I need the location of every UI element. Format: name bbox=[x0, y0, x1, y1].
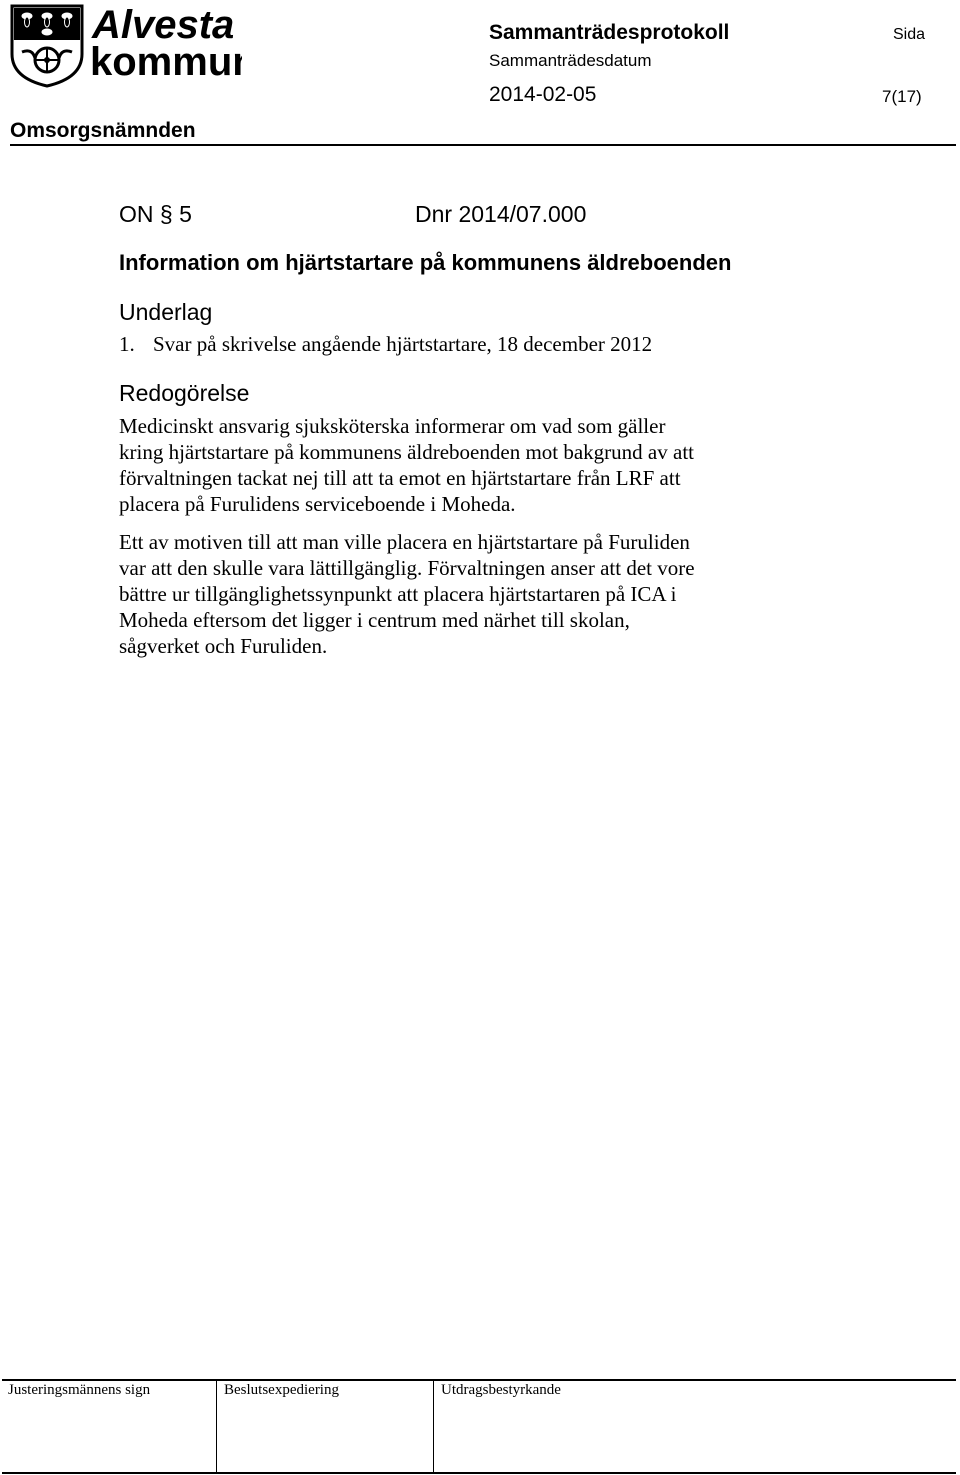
footer-divider-bottom bbox=[2, 1472, 956, 1474]
paragraph-line: Medicinskt ansvarig sjuksköterska informerar om vad som gäller bbox=[119, 414, 666, 438]
paragraph-line: bättre ur tillgänglighetssynpunkt att placera hjärtstartaren på ICA i bbox=[119, 582, 677, 606]
page-number: 7(17) bbox=[882, 87, 922, 106]
protocol-title: Sammanträdesprotokoll bbox=[489, 21, 730, 44]
item-title: Information om hjärtstartare på kommunens äldreboenden bbox=[119, 250, 732, 275]
footer-extract-label: Utdragsbestyrkande bbox=[441, 1382, 561, 1398]
paragraph-line: förvaltningen tackat nej till att ta emot en hjärtstartare från LRF att bbox=[119, 466, 681, 490]
footer-divider-top bbox=[2, 1379, 956, 1381]
footer-column-separator bbox=[433, 1380, 434, 1473]
footer-signature-label: Justeringsmännens sign bbox=[8, 1382, 151, 1398]
paragraph-line: sågverket och Furuliden. bbox=[119, 634, 328, 658]
page-label: Sida bbox=[893, 26, 926, 43]
footer-column-separator bbox=[216, 1380, 217, 1473]
meeting-date-label: Sammanträdesdatum bbox=[489, 51, 652, 70]
municipality-logo bbox=[10, 2, 242, 88]
basis-heading: Underlag bbox=[119, 299, 213, 325]
report-heading: Redogörelse bbox=[119, 380, 250, 406]
basis-item-number: 1. bbox=[119, 332, 135, 356]
paragraph-line: var att den skulle vara lättillgänglig. Förvaltningen anser att det vore bbox=[119, 556, 695, 580]
basis-list-item bbox=[119, 332, 652, 357]
committee-name: Omsorgsnämnden bbox=[10, 119, 196, 142]
footer-dispatch-label: Beslutsexpediering bbox=[224, 1382, 339, 1398]
paragraph-line: Moheda eftersom det ligger i centrum med närhet till skolan, bbox=[119, 608, 630, 632]
item-number: ON § 5 bbox=[119, 201, 192, 227]
header-divider bbox=[10, 144, 956, 146]
coat-of-arms-icon bbox=[10, 2, 242, 88]
report-paragraph-2 bbox=[119, 529, 949, 659]
paragraph-line: placera på Furulidens serviceboende i Moheda. bbox=[119, 492, 516, 516]
paragraph-line: kring hjärtstartare på kommunens äldreboenden mot bakgrund av att bbox=[119, 440, 694, 464]
diary-number: Dnr 2014/07.000 bbox=[415, 201, 587, 227]
meeting-date: 2014-02-05 bbox=[489, 83, 597, 106]
basis-item-text: Svar på skrivelse angående hjärtstartare, 18 december 2012 bbox=[153, 332, 653, 356]
paragraph-line: Ett av motiven till att man ville placera en hjärtstartare på Furuliden bbox=[119, 530, 690, 554]
report-paragraph-1 bbox=[119, 413, 949, 517]
svg-text:kommun: kommun bbox=[90, 40, 242, 84]
svg-text:Alvesta: Alvesta bbox=[92, 3, 235, 47]
